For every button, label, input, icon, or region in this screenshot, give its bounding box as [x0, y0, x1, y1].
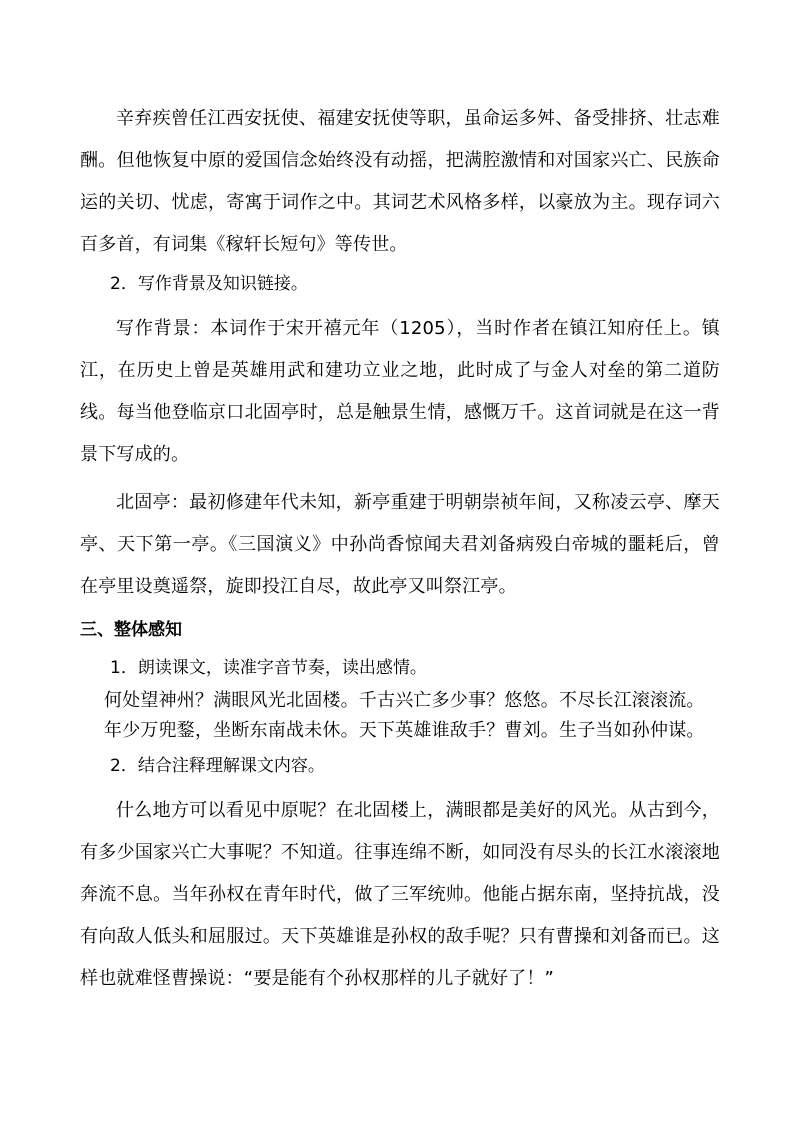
author-paragraph: 辛弃疾曾任江西安抚使、福建安抚使等职，虽命运多舛、备受排挤、壮志难酬。但他恢复中原的爱国信念始终没有动摇，把满腔激情和对国家兴亡、民族命运的关切、忧虑，寄寓于词作之中。其词艺术风格多样，以豪放为主。现存词六百多首，有词集《稼轩长短句》等传世。: [80, 108, 720, 255]
poem-verse: [80, 686, 720, 746]
pavilion-paragraph: 北固亭：最初修建年代未知，新亭重建于明朝崇祯年间，又称凌云亭、摩天亭、天下第一亭。《三国演义》中孙尚香惊闻夫君刘备病殁白帝城的噩耗后，曾在亭里设奠遥祭，旋即投江自尽，故此亭又叫祭江亭。: [80, 492, 720, 597]
understanding-item-label: 2．结合注释理解课文内容。: [110, 756, 325, 776]
background-paragraph: 写作背景：本词作于宋开禧元年（1205），当时作者在镇江知府任上。镇江，在历史上曾是英雄用武和建功立业之地，此时成了与金人对垒的第二道防线。每当他登临京口北固亭时，总是触景生情，感慨万千。这首词就是在这一背景下写成的。: [80, 318, 720, 465]
section-three-heading: 三、整体感知: [80, 620, 182, 640]
document-page: [80, 98, 720, 1000]
verse-line-1: 何处望神州？满眼风光北固楼。千古兴亡多少事？悠悠。不尽长江滚滚流。: [104, 690, 705, 711]
translation-paragraph: 什么地方可以看见中原呢？在北固楼上，满眼都是美好的风光。从古到今，有多少国家兴亡大事呢？不知道。往事连绵不断，如同没有尽头的长江水滚滚地奔流不息。当年孙权在青年时代，做了三军统帅。他能占据东南，坚持抗战，没有向敌人低头和屈服过。天下英雄谁是孙权的敌手呢？只有曹操和刘备而已。这样也就难怪曹操说：“要是能有个孙权那样的儿子就好了！”: [80, 800, 720, 989]
reading-item-label: 1．朗读课文，读准字音节奏，读出感情。: [110, 658, 427, 678]
section-two-item-label: 2．写作背景及知识链接。: [110, 274, 308, 294]
verse-line-2: 年少万兜鍪，坐断东南战未休。天下英雄谁敌手？曹刘。生子当如孙仲谋。: [104, 720, 705, 741]
